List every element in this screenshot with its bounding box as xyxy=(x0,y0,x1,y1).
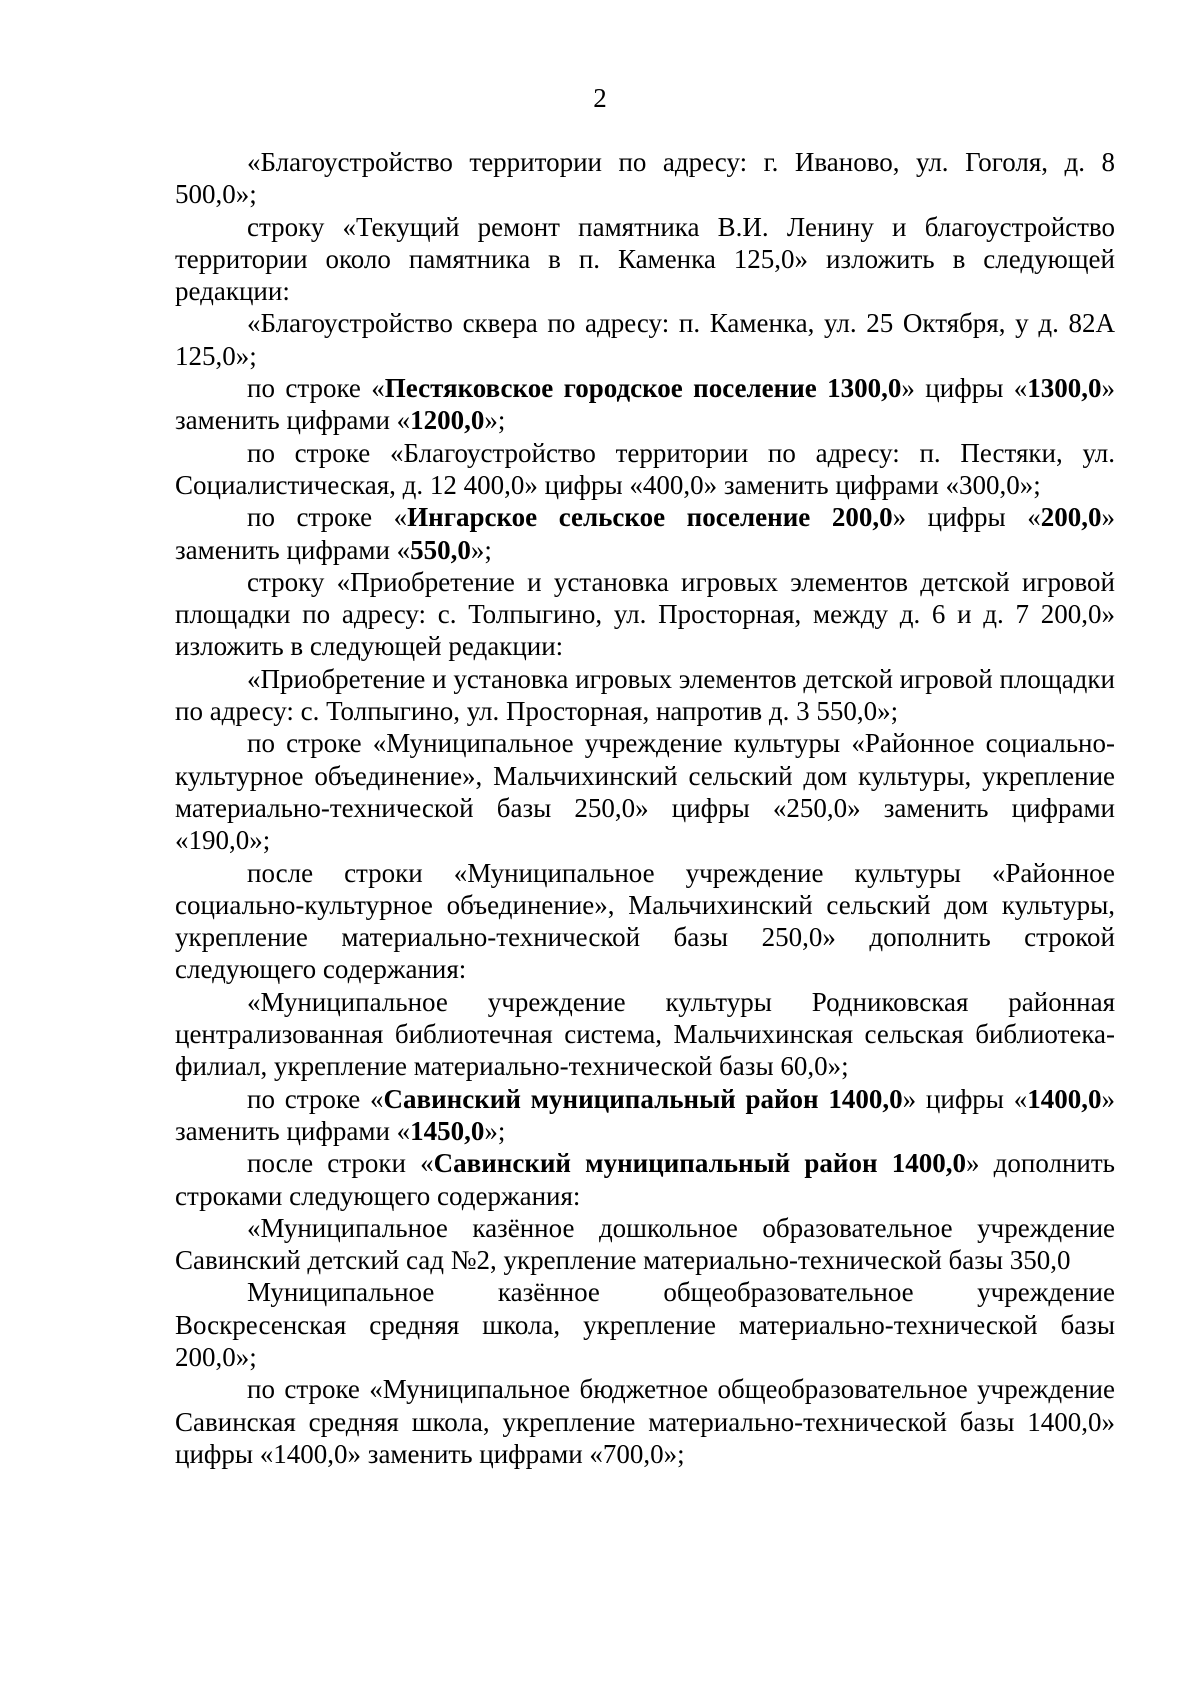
text-run: » дополнить строками следующего содержания: xyxy=(175,1148,1115,1211)
text-run: »; xyxy=(484,405,506,436)
text-run: » заменить цифрами « xyxy=(175,373,1115,436)
paragraph xyxy=(175,1212,1115,1277)
text-run: по строке « xyxy=(247,1083,384,1114)
paragraph xyxy=(175,1147,1115,1212)
paragraph xyxy=(175,307,1115,372)
bold-text-run: 1450,0 xyxy=(410,1115,485,1146)
text-run: Муниципальное казённое общеобразовательное учреждение Воскресенская средняя школа, укрепление материально-технической базы 200,0»; xyxy=(175,1277,1115,1372)
bold-text-run: 200,0 xyxy=(1040,502,1102,533)
text-run: после строки «Муниципальное учреждение культуры «Районное социально-культурное объединение», Мальчихинский сельский дом культуры, укрепление материально-технической базы 250,0» дополнить строкой следующего содержания: xyxy=(175,857,1115,985)
document-body xyxy=(175,146,1115,1470)
paragraph xyxy=(175,501,1115,566)
paragraph xyxy=(175,566,1115,663)
text-run: по строке «Муниципальное бюджетное общеобразовательное учреждение Савинская средняя школа, укрепление материально-технической базы 1400,0» цифры «1400,0» заменить цифрами «700,0»; xyxy=(175,1374,1115,1469)
text-run: по строке «Муниципальное учреждение культуры «Районное социально-культурное объединение», Мальчихинский сельский дом культуры, укрепление материально-технической базы 250,0» цифры «250,0» заменить цифрами «190,0»; xyxy=(175,728,1115,856)
text-run: «Благоустройство территории по адресу: г. Иваново, ул. Гоголя, д. 8 500,0»; xyxy=(175,147,1115,210)
text-run: «Муниципальное казённое дошкольное образовательное учреждение Савинский детский сад №2, укрепление материально-технической базы 350,0 xyxy=(175,1212,1115,1276)
text-run: «Приобретение и установка игровых элементов детской игровой площадки по адресу: с. Толпыгино, ул. Просторная, напротив д. 3 550,0»; xyxy=(175,663,1115,727)
paragraph xyxy=(175,857,1115,986)
text-run: строку «Текущий ремонт памятника В.И. Ленину и благоустройство территории около памятника в п. Каменка 125,0» изложить в следующей редакции: xyxy=(175,211,1115,307)
paragraph xyxy=(175,986,1115,1083)
bold-text-run: 1200,0 xyxy=(410,405,485,436)
text-run: »; xyxy=(484,1115,506,1146)
text-run: » заменить цифрами « xyxy=(175,502,1115,565)
text-run: по строке «Благоустройство территории по адресу: п. Пестяки, ул. Социалистическая, д. 12 400,0» цифры «400,0» заменить цифрами «300,0»; xyxy=(175,437,1115,500)
paragraph xyxy=(175,372,1115,437)
paragraph xyxy=(175,146,1115,211)
paragraph xyxy=(175,211,1115,308)
text-run: после строки « xyxy=(247,1148,434,1179)
bold-text-run: Савинский муниципальный район 1400,0 xyxy=(433,1148,966,1179)
text-run: строку «Приобретение и установка игровых элементов детской игровой площадки по адресу: с. Толпыгино, ул. Просторная, между д. 6 и д. 7 200,0» изложить в следующей редакции: xyxy=(175,566,1115,662)
text-run: » цифры « xyxy=(902,1083,1028,1114)
bold-text-run: Пестяковское городское поселение 1300,0 xyxy=(384,373,902,404)
text-run: по строке « xyxy=(247,373,385,404)
text-run: » цифры « xyxy=(901,373,1028,404)
text-run: » цифры « xyxy=(892,502,1041,533)
page-number: 2 xyxy=(593,83,607,113)
text-run: «Муниципальное учреждение культуры Родниковская районная централизованная библиотечная система, Мальчихинская сельская библиотека-филиал, укрепление материально-технической базы 60,0»; xyxy=(175,986,1115,1082)
paragraph xyxy=(175,1276,1115,1373)
text-run: «Благоустройство сквера по адресу: п. Каменка, ул. 25 Октября, у д. 82А 125,0»; xyxy=(175,308,1115,371)
paragraph xyxy=(175,1373,1115,1470)
bold-text-run: Ингарское сельское поселение 200,0 xyxy=(407,502,893,533)
bold-text-run: 1400,0 xyxy=(1027,1083,1102,1114)
text-run: » заменить цифрами « xyxy=(175,1083,1115,1146)
text-run: »; xyxy=(470,534,492,565)
paragraph xyxy=(175,663,1115,728)
paragraph xyxy=(175,437,1115,502)
paragraph xyxy=(175,1083,1115,1148)
text-run: по строке « xyxy=(247,502,408,533)
bold-text-run: Савинский муниципальный район 1400,0 xyxy=(383,1083,903,1114)
bold-text-run: 550,0 xyxy=(410,534,471,565)
bold-text-run: 1300,0 xyxy=(1027,373,1102,404)
paragraph xyxy=(175,727,1115,856)
